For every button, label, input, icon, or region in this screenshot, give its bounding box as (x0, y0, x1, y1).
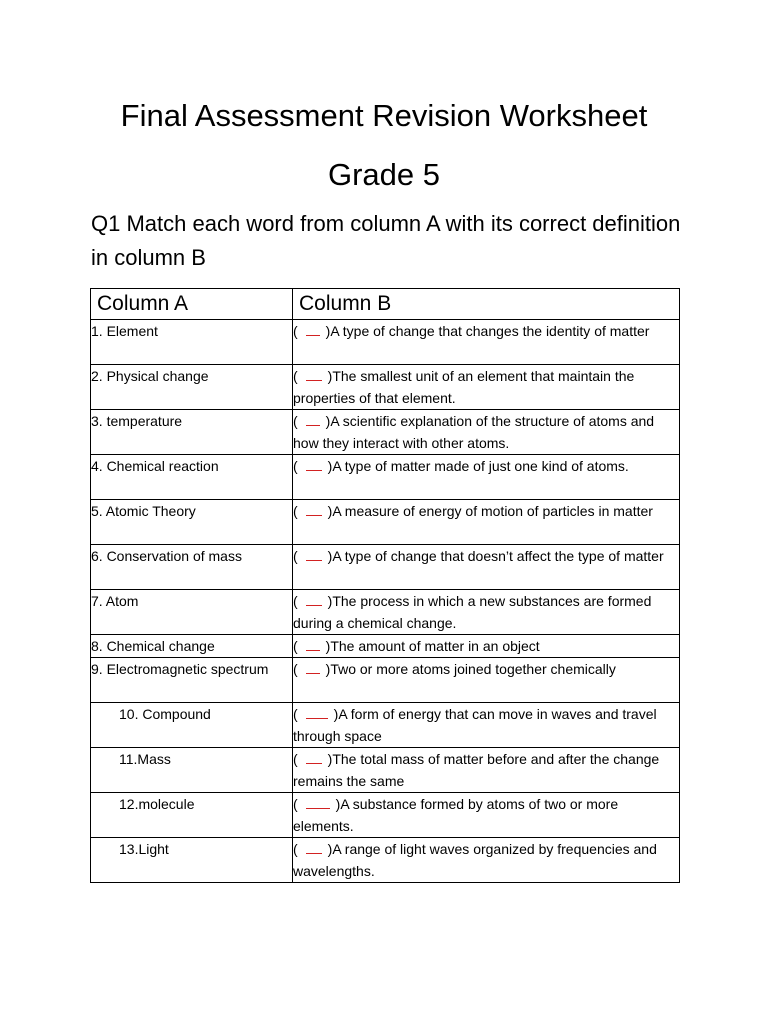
column-a-header: Column A (91, 289, 293, 320)
table-row (91, 545, 680, 590)
definition-text: )Two or more atoms joined together chemically (325, 661, 616, 677)
term-cell (91, 748, 293, 793)
answer-paren: ( (293, 661, 298, 677)
term-cell (91, 455, 293, 500)
answer-blank[interactable] (306, 638, 320, 651)
definition-text: )A type of change that changes the identity of matter (325, 323, 650, 339)
answer-blank[interactable] (306, 751, 322, 764)
term-cell (91, 320, 293, 365)
answer-blank[interactable] (306, 368, 322, 381)
definition-text: )A scientific explanation of the structure of atoms and how they interact with other atoms. (293, 413, 655, 451)
matching-table (90, 288, 680, 883)
term-label: 13.Light (119, 841, 169, 857)
term-cell (91, 590, 293, 635)
definition-cell (293, 500, 680, 545)
answer-paren: ( (293, 706, 298, 722)
answer-blank[interactable] (306, 706, 328, 719)
answer-blank[interactable] (306, 458, 322, 471)
answer-paren: ( (293, 368, 298, 384)
term-label: 8. Chemical change (91, 638, 215, 654)
term-cell (91, 703, 293, 748)
term-label: 11.Mass (119, 751, 171, 767)
term-label: 7. Atom (91, 593, 139, 609)
answer-blank[interactable] (306, 796, 330, 809)
answer-blank[interactable] (306, 593, 322, 606)
table-row (91, 500, 680, 545)
answer-blank[interactable] (306, 323, 320, 336)
answer-blank[interactable] (306, 661, 320, 674)
term-cell (91, 365, 293, 410)
table-row (91, 793, 680, 838)
term-label: 9. Electromagnetic spectrum (91, 661, 269, 677)
answer-blank[interactable] (306, 413, 320, 426)
definition-cell (293, 410, 680, 455)
answer-blank[interactable] (306, 841, 322, 854)
term-label: 2. Physical change (91, 368, 209, 384)
definition-cell (293, 658, 680, 703)
answer-paren: ( (293, 638, 298, 654)
grade-subtitle: Grade 5 (327, 157, 440, 192)
table-body (91, 320, 680, 883)
definition-cell (293, 545, 680, 590)
definition-text: )The process in which a new substances are formed during a chemical change. (293, 593, 652, 631)
definition-text: )The total mass of matter before and after the change remains the same (293, 751, 660, 789)
definition-cell (293, 748, 680, 793)
column-b-header: Column B (293, 289, 680, 320)
definition-cell (293, 365, 680, 410)
answer-paren: ( (293, 458, 298, 474)
table-row (91, 410, 680, 455)
answer-paren: ( (293, 796, 298, 812)
term-label: 10. Compound (119, 706, 211, 722)
answer-paren: ( (293, 413, 298, 429)
definition-text: )The amount of matter in an object (325, 638, 540, 654)
term-cell (91, 500, 293, 545)
table-row (91, 590, 680, 635)
term-cell (91, 838, 293, 883)
definition-cell (293, 320, 680, 365)
table-row (91, 658, 680, 703)
table-row (91, 838, 680, 883)
definition-cell (293, 635, 680, 658)
table-row (91, 703, 680, 748)
definition-text: )A form of energy that can move in waves and travel through space (293, 706, 657, 744)
term-cell (91, 793, 293, 838)
term-cell (91, 658, 293, 703)
definition-text: )A range of light waves organized by frequencies and wavelengths. (293, 841, 657, 879)
answer-paren: ( (293, 593, 298, 609)
term-cell (91, 410, 293, 455)
term-label: 5. Atomic Theory (91, 503, 196, 519)
definition-cell (293, 590, 680, 635)
table-row (91, 455, 680, 500)
answer-paren: ( (293, 751, 298, 767)
term-label: 1. Element (91, 323, 158, 339)
term-label: 12.molecule (119, 796, 195, 812)
definition-cell (293, 793, 680, 838)
table-row (91, 320, 680, 365)
term-label: 6. Conservation of mass (91, 548, 242, 564)
table-header-row (91, 289, 680, 320)
definition-text: )The smallest unit of an element that maintain the properties of that element. (293, 368, 635, 406)
question-text: Q1 Match each word from column A with its correct definition in column B (91, 211, 681, 270)
definition-text: )A type of change that doesn’t affect the type of matter (327, 548, 664, 564)
answer-paren: ( (293, 548, 298, 564)
worksheet-title: Final Assessment Revision Worksheet (120, 98, 648, 133)
answer-paren: ( (293, 323, 298, 339)
definition-text: )A type of matter made of just one kind of atoms. (327, 458, 629, 474)
table-row (91, 748, 680, 793)
answer-paren: ( (293, 841, 298, 857)
term-cell (91, 545, 293, 590)
definition-cell (293, 455, 680, 500)
table-row (91, 365, 680, 410)
answer-paren: ( (293, 503, 298, 519)
definition-text: )A measure of energy of motion of particles in matter (327, 503, 653, 519)
definition-cell (293, 703, 680, 748)
term-label: 3. temperature (91, 413, 183, 429)
answer-blank[interactable] (306, 503, 322, 516)
definition-cell (293, 838, 680, 883)
term-label: 4. Chemical reaction (91, 458, 219, 474)
term-cell (91, 635, 293, 658)
answer-blank[interactable] (306, 548, 322, 561)
table-row (91, 635, 680, 658)
definition-text: )A substance formed by atoms of two or more elements. (293, 796, 619, 834)
